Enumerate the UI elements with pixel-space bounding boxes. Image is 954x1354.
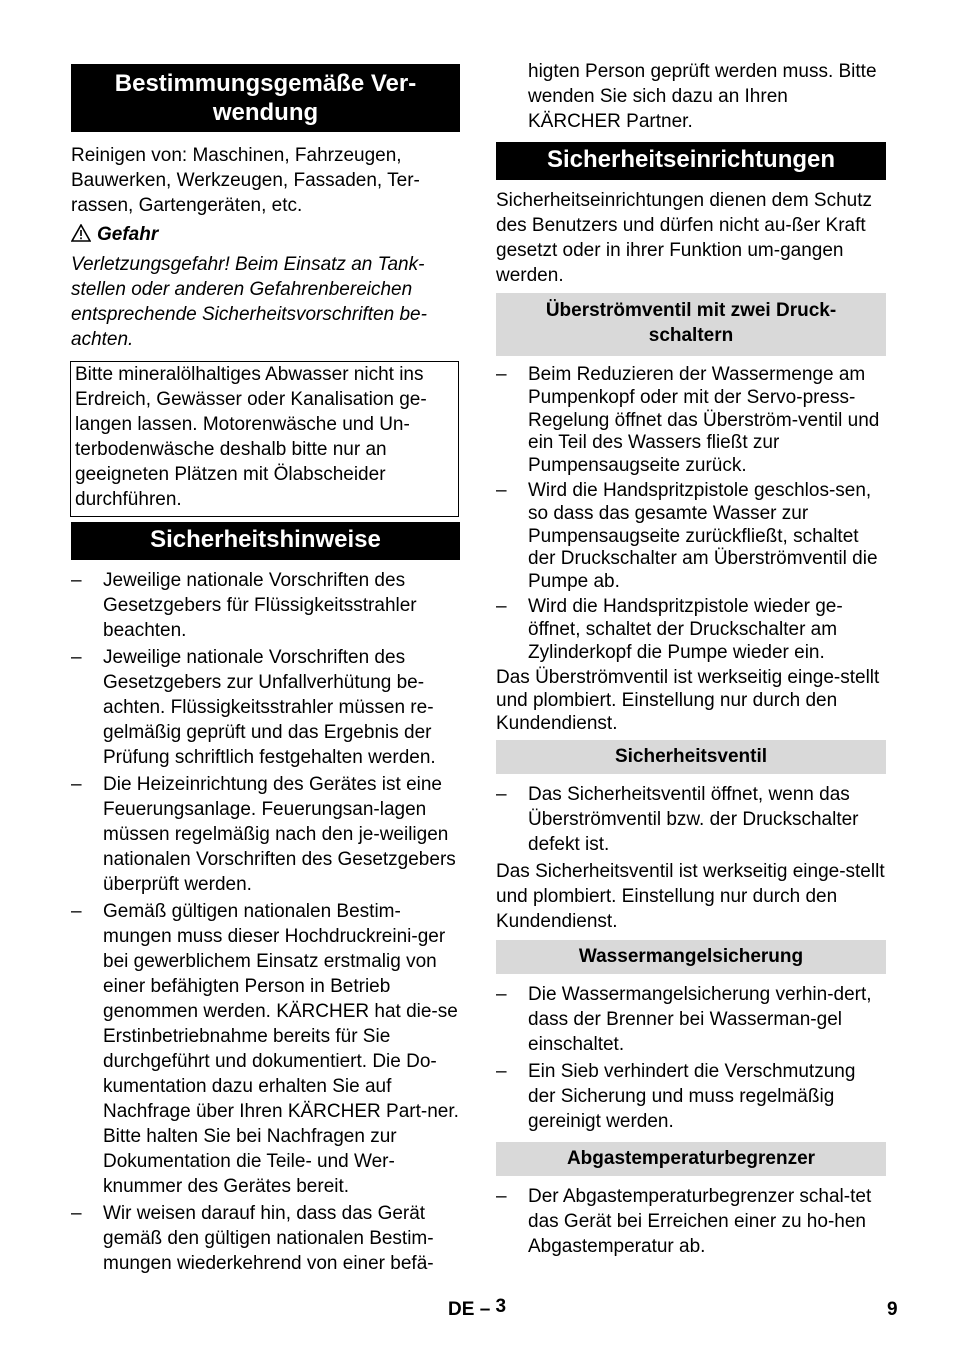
list-item: – Wird die Handspritzpistole wieder ge-öffnet, schaltet der Druckschalter am Zylinderkopf die Pumpe wieder ein. [496, 595, 843, 663]
list-item: – Jeweilige nationale Vorschriften des Gesetzgebers zur Unfallverhütung be-achten. Flüssigkeitsstrahler müssen re-gelmäßig geprüft und das Ergebnis der Prüfung schriftlich festgehalten werden. [71, 647, 436, 768]
overflow-valve-list [496, 364, 886, 664]
danger-label-row [71, 222, 460, 249]
list-item: – Das Sicherheitsventil öffnet, wenn das Überströmventil bzw. der Druckschalter defekt ist. [496, 784, 859, 855]
footer-section-page: 3 [495, 1296, 507, 1317]
continued-text: higten Person geprüft werden muss. Bitte wenden Sie sich dazu an Ihren KÄRCHER Partner. [528, 61, 877, 132]
safety-valve-list [496, 782, 886, 857]
subheading-exhaust-limiter: Abgastemperaturbegrenzer [496, 1142, 886, 1176]
list-item: – Beim Reduzieren der Wassermenge am Pumpenkopf oder mit der Servo-press-Regelung öffnet das Überström-ventil und ein Teil des Wassers fließt zur Pumpensaugseite zurück. [496, 364, 880, 477]
footer-language: DE – 3 [448, 1296, 507, 1320]
overflow-valve-note: Das Überströmventil ist werkseitig einge-stellt und plombiert. Einstellung nur durch den Kundendienst. [496, 667, 880, 734]
safety-instructions-list [71, 568, 460, 1276]
water-shortage-list [496, 982, 886, 1134]
safety-valve-note: Das Sicherheitsventil ist werkseitig einge-stellt und plombiert. Einstellung nur durch den Kundendienst. [496, 861, 885, 932]
list-item: – Die Heizeinrichtung des Gerätes ist eine Feuerungsanlage. Feuerungsan-lagen müssen regelmäßig nach den je-weiligen nationalen Vorschriften des Gesetzgebers überprüft werden. [71, 774, 456, 895]
subheading-safety-valve: Sicherheitsventil [496, 740, 886, 774]
footer-dash: – [479, 1299, 491, 1320]
safety-devices-intro: Sicherheitseinrichtungen dienen dem Schutz des Benutzers und dürfen nicht au-ßer Kraft gesetzt oder in ihrer Funktion um-gangen werden. [496, 190, 873, 286]
list-item: – Wir weisen darauf hin, dass das Gerät gemäß den gültigen nationalen Bestim-mungen wiederkehrend von einer befä- [71, 1203, 434, 1274]
list-item: – Wird die Handspritzpistole geschlos-sen, so dass das gesamte Wasser zur Pumpensaugseite zurückfließt, schaltet der Druckschalter am Überströmventil die Pumpe ab. [496, 479, 878, 593]
subheading-water-shortage: Wassermangelsicherung [496, 940, 886, 974]
danger-text: Verletzungsgefahr! Beim Einsatz an Tank-stellen oder anderen Gefahrenbereichen entsprechende Sicherheitsvorschriften be-achten. [71, 254, 427, 350]
wastewater-notice-box [70, 361, 459, 517]
heading-intended-use: Bestimmungsgemäße Ver- wendung [71, 64, 460, 132]
warning-triangle-icon [71, 224, 91, 249]
intended-use-text: Reinigen von: Maschinen, Fahrzeugen, Bauwerken, Werkzeugen, Fassaden, Ter-rassen, Gartengeräten, etc. [71, 145, 420, 216]
list-item: – Jeweilige nationale Vorschriften des Gesetzgebers für Flüssigkeitsstrahler beachten. [71, 570, 417, 641]
page-number: 9 [887, 1299, 898, 1320]
heading-safety-instructions: Sicherheitshinweise [71, 522, 460, 560]
subheading-overflow-valve: Überströmventil mit zwei Druck- schaltern [496, 293, 886, 356]
list-item: – Der Abgastemperaturbegrenzer schal-tet das Gerät bei Erreichen einer zu ho-hen Abgastemperatur ab. [496, 1186, 872, 1257]
exhaust-limiter-list [496, 1184, 886, 1259]
danger-label: Gefahr [97, 224, 159, 245]
list-item: – Gemäß gültigen nationalen Bestim-mungen muss dieser Hochdruckreini-ger bei gewerblichem Einsatz erstmalig von einer befähigten Person in Betrieb genommen werden. KÄRCHER hat die-se Erstinbetriebnahme bereits für Sie durchgeführt und dokumentiert. Die Do-kumentation dazu erhalten Sie auf Nachfrage über Ihren KÄRCHER Part-ner. Bitte halten Sie bei Nachfragen zur Dokumentation die Teile- und Wer-knummer des Gerätes bereit. [71, 901, 459, 1197]
wastewater-notice-text: Bitte mineralölhaltiges Abwasser nicht ins Erdreich, Gewässer oder Kanalisation ge-langen lassen. Motorenwäsche und Un-terbodenwäsche deshalb bitte nur an geeigneten Plätzen mit Ölabscheider durchführen. [75, 364, 427, 510]
list-item: – Ein Sieb verhindert die Verschmutzung der Sicherung und muss regelmäßig gereinigt werden. [496, 1061, 856, 1132]
heading-safety-devices: Sicherheitseinrichtungen [496, 142, 886, 180]
list-item: – Die Wassermangelsicherung verhin-dert, dass der Brenner bei Wasserman-gel einschaltet. [496, 984, 872, 1055]
